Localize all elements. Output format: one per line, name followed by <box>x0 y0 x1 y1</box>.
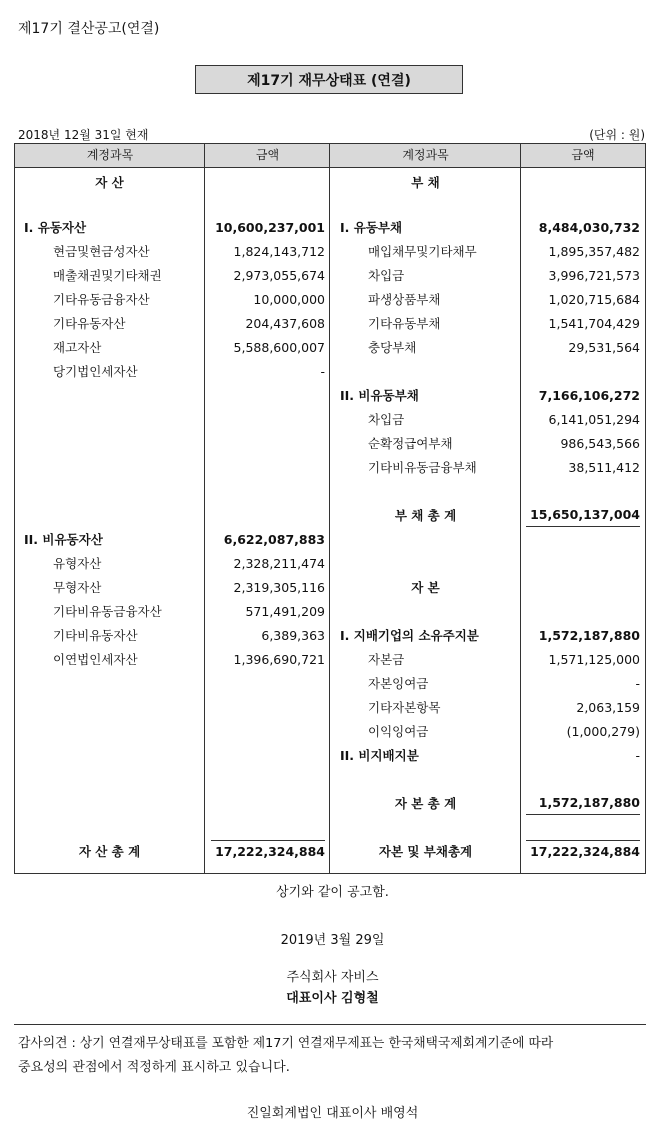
row-label: 기타유동금융자산 <box>53 292 150 307</box>
row-amount: 38,511,412 <box>568 460 640 475</box>
table-row <box>330 264 646 288</box>
row-amount: - <box>320 364 325 379</box>
audit-opinion <box>18 1032 651 1080</box>
row-amount: 2,063,159 <box>576 700 640 715</box>
header-left-account: 계정과목 <box>86 148 134 162</box>
row-amount: 2,319,305,116 <box>233 580 325 595</box>
row-label: 현금및현금성자산 <box>53 244 150 259</box>
table-row <box>330 672 646 696</box>
table-row <box>330 432 646 456</box>
noncurrent-assets-label: II. 비유동자산 <box>24 532 103 547</box>
assets-total-amount: 17,222,324,884 <box>211 840 325 863</box>
table-row <box>330 312 646 336</box>
row-amount: 1,020,715,684 <box>548 292 640 307</box>
header-left-amount: 금액 <box>255 148 280 162</box>
row-amount: (1,000,279) <box>566 724 640 739</box>
row-label: 이익잉여금 <box>368 724 429 739</box>
row-label: 기타유동자산 <box>53 316 126 331</box>
liabilities-heading: 부 채 <box>411 175 440 190</box>
current-liabilities-label: I. 유동부채 <box>340 220 403 235</box>
row-amount: 2,328,211,474 <box>233 556 325 571</box>
divider <box>14 1024 646 1025</box>
equity-total-amount: 1,572,187,880 <box>526 792 640 815</box>
controlling-interest-label: I. 지배기업의 소유주지분 <box>340 628 479 643</box>
row-label: 재고자산 <box>53 340 102 355</box>
row-amount: 204,437,608 <box>245 316 325 331</box>
assets-total-row <box>15 840 330 864</box>
grand-total-label: 자본 및 부채총계 <box>378 844 473 859</box>
table-row <box>15 360 330 384</box>
liabilities-heading-row <box>330 171 521 195</box>
table-row <box>15 264 330 288</box>
row-amount: 29,531,564 <box>568 340 640 355</box>
table-row <box>330 384 646 408</box>
assets-heading: 자 산 <box>95 175 124 190</box>
row-amount: 1,571,125,000 <box>548 652 640 667</box>
current-assets-label: I. 유동자산 <box>24 220 87 235</box>
row-label: 충당부채 <box>368 340 417 355</box>
table-row <box>15 288 330 312</box>
row-label: 기타비유동자산 <box>53 628 138 643</box>
row-amount: 1,824,143,712 <box>233 244 325 259</box>
audit-opinion-line: 감사의견 : 상기 연결재무상태표를 포함한 제17기 연결재무제표는 한국채택국제회계기준에 따라 <box>18 1036 554 1051</box>
table-row <box>15 216 330 240</box>
row-label: 기타자본항목 <box>368 700 441 715</box>
table-row <box>15 576 330 600</box>
row-label: 자본잉여금 <box>368 676 429 691</box>
noncontrolling-interest-amount: - <box>635 748 640 763</box>
row-amount: 3,996,721,573 <box>548 268 640 283</box>
row-label: 파생상품부채 <box>368 292 441 307</box>
row-label: 매입채무및기타채무 <box>368 244 477 259</box>
row-amount: 1,895,357,482 <box>548 244 640 259</box>
noncontrolling-interest-label: II. 비지배지분 <box>340 748 419 763</box>
row-label: 기타비유동금융자산 <box>53 604 162 619</box>
row-amount: 2,973,055,674 <box>233 268 325 283</box>
audit-opinion-line: 중요성의 관점에서 적정하게 표시하고 있습니다. <box>18 1060 290 1075</box>
noncurrent-assets-amount: 6,622,087,883 <box>223 532 325 547</box>
table-row <box>330 288 646 312</box>
statement-title: 제17기 재무상태표 (연결) <box>195 65 463 94</box>
row-label: 차입금 <box>368 268 405 283</box>
statement-date: 2018년 12월 31일 현재 <box>18 128 149 142</box>
equity-heading-row <box>330 576 521 600</box>
unit-label: (단위 : 원) <box>589 128 645 142</box>
header-right-amount: 금액 <box>571 148 595 162</box>
table-row <box>330 408 646 432</box>
table-row <box>15 240 330 264</box>
table-row <box>15 552 330 576</box>
row-amount: 1,541,704,429 <box>548 316 640 331</box>
row-amount: 986,543,566 <box>560 436 640 451</box>
table-row <box>15 528 330 552</box>
row-amount: - <box>635 676 640 691</box>
row-label: 기타유동부채 <box>368 316 441 331</box>
row-amount: 10,000,000 <box>253 292 325 307</box>
controlling-interest-amount: 1,572,187,880 <box>538 628 640 643</box>
table-row <box>330 744 646 768</box>
table-row <box>330 216 646 240</box>
row-amount: 5,588,600,007 <box>233 340 325 355</box>
announcement-date: 2019년 3월 29일 <box>280 933 385 948</box>
balance-sheet-table <box>14 143 646 874</box>
company-name: 주식회사 자비스 <box>286 970 379 985</box>
row-label: 순확정급여부채 <box>368 436 453 451</box>
row-label: 매출채권및기타채권 <box>53 268 162 283</box>
liabilities-total-label: 부 채 총 계 <box>394 508 457 523</box>
equity-total-label: 자 본 총 계 <box>394 796 457 811</box>
row-label: 무형자산 <box>53 580 102 595</box>
row-amount: 6,141,051,294 <box>548 412 640 427</box>
table-row <box>15 600 330 624</box>
table-row <box>330 648 646 672</box>
noncurrent-liabilities-label: II. 비유동부채 <box>340 388 419 403</box>
table-row <box>15 336 330 360</box>
row-label: 기타비유동금융부채 <box>368 460 477 475</box>
row-amount: 6,389,363 <box>261 628 325 643</box>
assets-heading-row <box>15 171 204 195</box>
row-label: 유형자산 <box>53 556 102 571</box>
liabilities-total-amount: 15,650,137,004 <box>526 504 640 527</box>
document-title: 제17기 결산공고(연결) <box>18 21 160 37</box>
current-liabilities-amount: 8,484,030,732 <box>538 220 640 235</box>
equity-total-row <box>330 792 646 816</box>
row-amount: 571,491,209 <box>245 604 325 619</box>
assets-total-label: 자 산 총 계 <box>78 844 141 859</box>
table-row <box>330 336 646 360</box>
ceo-name: 대표이사 김형철 <box>286 991 379 1006</box>
header-right-account: 계정과목 <box>402 148 449 162</box>
row-label: 당기법인세자산 <box>53 364 138 379</box>
current-assets-amount: 10,600,237,001 <box>215 220 325 235</box>
liabilities-total-row <box>330 504 646 528</box>
table-row <box>330 456 646 480</box>
table-row <box>15 648 330 672</box>
announcement-note: 상기와 같이 공고함. <box>276 885 389 900</box>
row-label: 차입금 <box>368 412 405 427</box>
table-row <box>330 624 646 648</box>
row-label: 자본금 <box>368 652 405 667</box>
row-amount: 1,396,690,721 <box>233 652 325 667</box>
table-row <box>330 696 646 720</box>
equity-heading: 자 본 <box>411 580 440 595</box>
row-label: 이연법인세자산 <box>53 652 138 667</box>
grand-total-amount: 17,222,324,884 <box>526 840 640 863</box>
table-row <box>330 720 646 744</box>
table-row <box>330 240 646 264</box>
auditor-signature: 진일회계법인 대표이사 배영석 <box>246 1106 419 1121</box>
table-header <box>15 144 645 168</box>
table-row <box>15 312 330 336</box>
noncurrent-liabilities-amount: 7,166,106,272 <box>538 388 640 403</box>
table-row <box>15 624 330 648</box>
grand-total-row <box>330 840 646 864</box>
